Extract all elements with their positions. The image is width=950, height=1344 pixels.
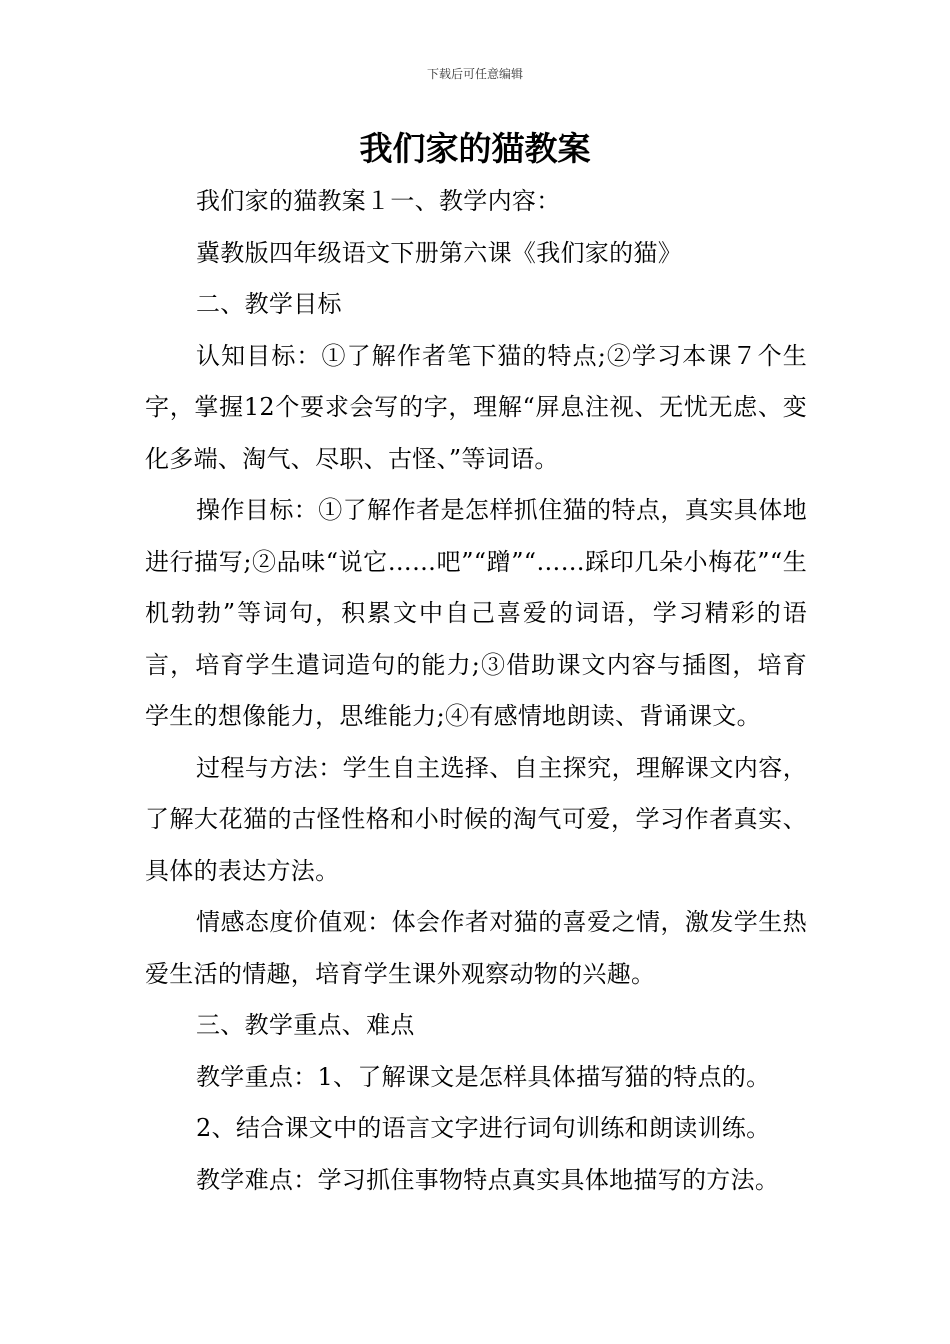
paragraph-7: 情感态度价值观：体会作者对猫的喜爱之情，激发学生热爱生活的情趣，培育学生课外观察动物的兴趣。 [145,908,807,988]
header-note: 下载后可任意编辑 [426,67,523,81]
paragraph-8: 三、教学重点、难点 [196,1011,415,1039]
paragraph-10: 2、结合课文中的语言文字进行词句训练和朗读训练。 [196,1114,771,1142]
paragraph-6: 过程与方法：学生自主选择、自主探究，理解课文内容，了解大花猫的古怪性格和小时候的淘气可爱，学习作者真实、具体的表达方法。 [145,753,807,885]
paragraph-9: 教学重点：1、了解课文是怎样具体描写猫的特点的。 [196,1062,771,1091]
paragraph-1: 我们家的猫教案１一、教学内容： [196,187,561,215]
document-title: 我们家的猫教案 [359,129,591,168]
paragraph-2: 冀教版四年级语文下册第六课《我们家的猫》 [196,238,682,267]
paragraph-4: 认知目标：①了解作者笔下猫的特点;②学习本课７个生字，掌握12个要求会写的字，理解“屏息注视、无忧无虑、变化多端、淘气、尽职、古怪、”等词语。 [145,341,807,473]
paragraph-5: 操作目标：①了解作者是怎样抓住猫的特点，真实具体地进行描写;②品味“说它……吧”“蹭”“……踩印几朵小梅花”“生机勃勃”等词句，积累文中自己喜爱的词语，学习精彩的语言，培育学生遣词造句的能力;③借助课文内容与插图，培育学生的想像能力，思维能力;④有感情地朗读、背诵课文。 [145,496,807,730]
paragraph-11: 教学难点：学习抓住事物特点真实具体地描写的方法。 [196,1165,780,1194]
paragraph-3: 二、教学目标 [196,290,342,318]
document-body [145,176,807,1206]
